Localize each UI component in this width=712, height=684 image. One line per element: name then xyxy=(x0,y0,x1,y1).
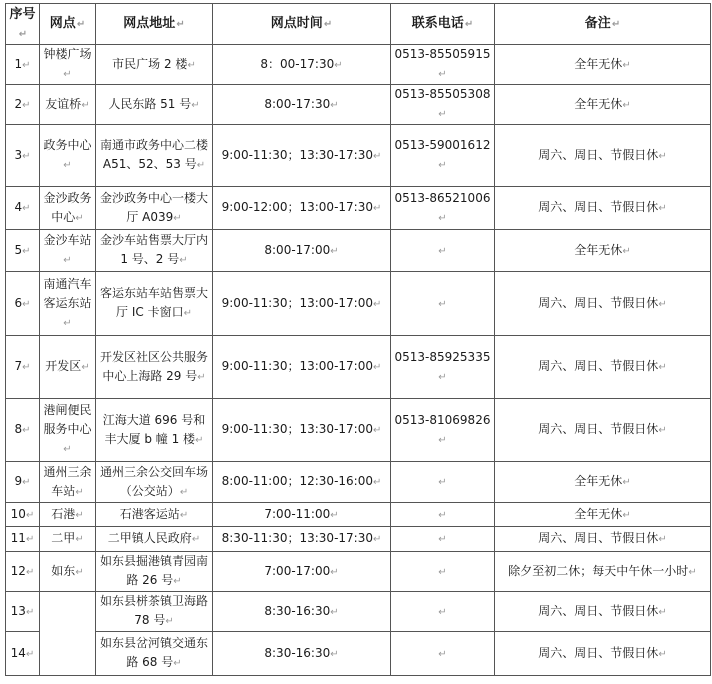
cell-note: 周六、周日、节假日休↵ xyxy=(495,272,711,336)
cell-outlet: 石港↵ xyxy=(40,503,96,527)
cell-hours: 7:00-17:00↵ xyxy=(213,552,391,592)
cell-seq: 10↵ xyxy=(6,503,40,527)
table-row xyxy=(6,272,711,336)
paragraph-mark: ↵ xyxy=(165,616,174,627)
cell-note: 全年无休↵ xyxy=(495,230,711,272)
paragraph-mark: ↵ xyxy=(22,59,31,71)
header-row xyxy=(6,4,711,45)
cell-seq: 2↵ xyxy=(6,85,40,125)
paragraph-mark: ↵ xyxy=(658,298,667,310)
paragraph-mark: ↵ xyxy=(438,371,447,383)
paragraph-mark: ↵ xyxy=(438,109,447,120)
paragraph-mark: ↵ xyxy=(658,203,667,214)
paragraph-mark: ↵ xyxy=(25,606,35,618)
cell-note: 周六、周日、节假日休↵ xyxy=(495,632,711,676)
cell-phone: 0513-85505915↵ xyxy=(391,45,495,85)
cell-phone xyxy=(391,552,495,592)
paragraph-mark: ↵ xyxy=(179,509,189,521)
paragraph-mark: ↵ xyxy=(75,509,84,521)
cell-note: 除夕至初二休；每天中午休一小时↵ xyxy=(495,552,711,592)
table-row xyxy=(6,552,711,592)
paragraph-mark: ↵ xyxy=(25,566,35,578)
cell-note: 全年无休↵ xyxy=(495,462,711,503)
cell-note: 全年无休↵ xyxy=(495,503,711,527)
paragraph-mark: ↵ xyxy=(191,534,201,545)
cell-seq: 6↵ xyxy=(6,272,40,336)
cell-outlet xyxy=(40,592,96,676)
paragraph-mark: ↵ xyxy=(195,434,204,446)
cell-address: 金沙车站售票大厅内 1 号、2 号↵ xyxy=(96,230,213,272)
paragraph-mark: ↵ xyxy=(330,245,339,257)
cell-seq: 11↵ xyxy=(6,527,40,552)
paragraph-mark: ↵ xyxy=(22,298,31,310)
header-address: 网点地址↵ xyxy=(96,4,213,45)
paragraph-mark: ↵ xyxy=(330,566,339,578)
paragraph-mark: ↵ xyxy=(372,362,382,373)
cell-hours: 9:00-11:30；13:30-17:00↵ xyxy=(213,399,391,462)
header-note: 备注↵ xyxy=(495,4,711,45)
cell-note: 全年无休↵ xyxy=(495,45,711,85)
cell-note: 周六、周日、节假日休↵ xyxy=(495,187,711,230)
paragraph-mark: ↵ xyxy=(81,362,90,373)
header-phone: 联系电话↵ xyxy=(391,4,495,45)
table-row xyxy=(6,187,711,230)
cell-note: 周六、周日、节假日休↵ xyxy=(495,336,711,399)
header-seq: 序号↵ xyxy=(6,4,40,45)
cell-hours: 9:00-12:00；13:00-17:30↵ xyxy=(213,187,391,230)
cell-outlet: 友谊桥↵ xyxy=(40,85,96,125)
cell-hours: 8:00-11:00；12:30-16:00↵ xyxy=(213,462,391,503)
cell-seq: 13↵ xyxy=(6,592,40,632)
paragraph-mark: ↵ xyxy=(438,160,447,171)
cell-phone xyxy=(391,527,495,552)
header-outlet: 网点↵ xyxy=(40,4,96,45)
paragraph-mark: ↵ xyxy=(63,255,72,266)
cell-address: 二甲镇人民政府↵ xyxy=(96,527,213,552)
cell-address: 客运东站车站售票大厅 IC 卡窗口↵ xyxy=(96,272,213,336)
paragraph-mark: ↵ xyxy=(173,212,182,224)
table-row xyxy=(6,125,711,187)
cell-address: 江海大道 696 号和丰大厦 b 幢 1 楼↵ xyxy=(96,399,213,462)
cell-phone xyxy=(391,592,495,632)
paragraph-mark: ↵ xyxy=(372,534,382,545)
cell-note: 周六、周日、节假日休↵ xyxy=(495,125,711,187)
paragraph-mark: ↵ xyxy=(22,425,31,436)
cell-seq: 8↵ xyxy=(6,399,40,462)
table-row xyxy=(6,45,711,85)
paragraph-mark: ↵ xyxy=(372,150,382,162)
paragraph-mark: ↵ xyxy=(25,509,35,521)
paragraph-mark: ↵ xyxy=(173,576,182,587)
paragraph-mark: ↵ xyxy=(197,371,206,383)
cell-hours: 8:30-16:30↵ xyxy=(213,592,391,632)
paragraph-mark: ↵ xyxy=(372,425,382,436)
paragraph-mark: ↵ xyxy=(81,99,90,111)
cell-phone: 0513-59001612↵ xyxy=(391,125,495,187)
cell-outlet: 钟楼广场↵ xyxy=(40,45,96,85)
paragraph-mark: ↵ xyxy=(25,648,35,660)
table-row xyxy=(6,85,711,125)
cell-hours: 7:00-11:00↵ xyxy=(213,503,391,527)
cell-seq: 3↵ xyxy=(6,125,40,187)
paragraph-mark: ↵ xyxy=(688,566,697,578)
cell-note: 全年无休↵ xyxy=(495,85,711,125)
table-row xyxy=(6,462,711,503)
cell-outlet: 如东↵ xyxy=(40,552,96,592)
cell-address: 南通市政务中心二楼 A51、52、53 号↵ xyxy=(96,125,213,187)
paragraph-mark: ↵ xyxy=(438,534,447,545)
cell-outlet: 通州三余车站↵ xyxy=(40,462,96,503)
paragraph-mark: ↵ xyxy=(334,59,343,71)
cell-phone: 0513-81069826↵ xyxy=(391,399,495,462)
paragraph-mark: ↵ xyxy=(75,212,84,224)
cell-hours: 9:00-11:30；13:00-17:00↵ xyxy=(213,272,391,336)
paragraph-mark: ↵ xyxy=(438,606,447,618)
table-row xyxy=(6,336,711,399)
cell-outlet: 政务中心↵ xyxy=(40,125,96,187)
cell-hours: 9:00-11:30；13:30-17:30↵ xyxy=(213,125,391,187)
paragraph-mark: ↵ xyxy=(438,509,447,521)
cell-seq: 12↵ xyxy=(6,552,40,592)
cell-address: 如东县岔河镇交通东路 68 号↵ xyxy=(96,632,213,676)
paragraph-mark: ↵ xyxy=(173,658,182,669)
paragraph-mark: ↵ xyxy=(63,160,72,171)
cell-address: 通州三余公交回车场（公交站）↵ xyxy=(96,462,213,503)
cell-address: 石港客运站↵ xyxy=(96,503,213,527)
table-row xyxy=(6,527,711,552)
cell-outlet: 金沙车站↵ xyxy=(40,230,96,272)
cell-seq: 1↵ xyxy=(6,45,40,85)
paragraph-mark: ↵ xyxy=(330,509,339,521)
cell-address: 金沙政务中心一楼大厅 A039↵ xyxy=(96,187,213,230)
cell-address: 如东县掘港镇青园南路 26 号↵ xyxy=(96,552,213,592)
paragraph-mark: ↵ xyxy=(622,509,631,521)
paragraph-mark: ↵ xyxy=(22,99,31,111)
cell-seq: 9↵ xyxy=(6,462,40,503)
table-body xyxy=(6,45,711,676)
paragraph-mark: ↵ xyxy=(438,477,447,488)
paragraph-mark: ↵ xyxy=(179,486,189,498)
paragraph-mark: ↵ xyxy=(658,606,667,618)
paragraph-mark: ↵ xyxy=(63,444,72,455)
paragraph-mark: ↵ xyxy=(372,203,382,214)
paragraph-mark: ↵ xyxy=(658,362,667,373)
table-row xyxy=(6,592,711,632)
paragraph-mark: ↵ xyxy=(183,308,192,319)
paragraph-mark: ↵ xyxy=(622,99,631,111)
cell-note: 周六、周日、节假日休↵ xyxy=(495,592,711,632)
cell-seq: 4↵ xyxy=(6,187,40,230)
cell-address: 市民广场 2 楼↵ xyxy=(96,45,213,85)
paragraph-mark: ↵ xyxy=(438,434,447,446)
cell-phone: 0513-85505308↵ xyxy=(391,85,495,125)
paragraph-mark: ↵ xyxy=(658,150,667,162)
paragraph-mark: ↵ xyxy=(622,59,631,71)
paragraph-mark: ↵ xyxy=(191,99,200,111)
cell-phone xyxy=(391,632,495,676)
paragraph-mark: ↵ xyxy=(75,486,84,498)
cell-phone xyxy=(391,462,495,503)
cell-hours: 8:30-11:30；13:30-17:30↵ xyxy=(213,527,391,552)
paragraph-mark: ↵ xyxy=(22,245,31,257)
paragraph-mark: ↵ xyxy=(372,298,382,310)
paragraph-mark: ↵ xyxy=(63,69,72,80)
cell-hours: 9:00-11:30；13:00-17:00↵ xyxy=(213,336,391,399)
paragraph-mark: ↵ xyxy=(438,69,447,80)
paragraph-mark: ↵ xyxy=(622,477,631,488)
paragraph-mark: ↵ xyxy=(63,317,72,329)
paragraph-mark: ↵ xyxy=(22,203,31,214)
cell-outlet: 金沙政务中心↵ xyxy=(40,187,96,230)
paragraph-mark: ↵ xyxy=(75,566,84,578)
paragraph-mark: ↵ xyxy=(658,425,667,436)
cell-phone xyxy=(391,230,495,272)
paragraph-mark: ↵ xyxy=(22,362,31,373)
cell-outlet: 开发区↵ xyxy=(40,336,96,399)
table-row xyxy=(6,399,711,462)
cell-outlet: 港闸便民服务中心↵ xyxy=(40,399,96,462)
table-row xyxy=(6,503,711,527)
cell-phone: 0513-86521006↵ xyxy=(391,187,495,230)
cell-address: 如东县栟茶镇卫海路 78 号↵ xyxy=(96,592,213,632)
paragraph-mark: ↵ xyxy=(438,245,447,257)
paragraph-mark: ↵ xyxy=(372,477,382,488)
cell-seq: 7↵ xyxy=(6,336,40,399)
paragraph-mark: ↵ xyxy=(75,534,84,545)
paragraph-mark: ↵ xyxy=(330,99,339,111)
cell-outlet: 二甲↵ xyxy=(40,527,96,552)
paragraph-mark: ↵ xyxy=(22,477,31,488)
paragraph-mark: ↵ xyxy=(22,150,31,162)
paragraph-mark: ↵ xyxy=(438,212,447,224)
cell-outlet: 南通汽车客运东站↵ xyxy=(40,272,96,336)
cell-address: 开发区社区公共服务中心上海路 29 号↵ xyxy=(96,336,213,399)
cell-hours: 8：00-17:30↵ xyxy=(213,45,391,85)
cell-phone: 0513-85925335↵ xyxy=(391,336,495,399)
cell-phone xyxy=(391,272,495,336)
cell-phone xyxy=(391,503,495,527)
cell-note: 周六、周日、节假日休↵ xyxy=(495,399,711,462)
paragraph-mark: ↵ xyxy=(25,534,35,545)
paragraph-mark: ↵ xyxy=(187,59,196,71)
paragraph-mark: ↵ xyxy=(330,606,339,618)
cell-note: 周六、周日、节假日休↵ xyxy=(495,527,711,552)
cell-seq: 14↵ xyxy=(6,632,40,676)
paragraph-mark: ↵ xyxy=(179,255,188,266)
table-row xyxy=(6,632,711,676)
paragraph-mark: ↵ xyxy=(438,566,447,578)
cell-hours: 8:00-17:30↵ xyxy=(213,85,391,125)
paragraph-mark: ↵ xyxy=(658,534,667,545)
cell-seq: 5↵ xyxy=(6,230,40,272)
table-row xyxy=(6,230,711,272)
service-outlets-table xyxy=(5,3,711,676)
cell-hours: 8:00-17:00↵ xyxy=(213,230,391,272)
paragraph-mark: ↵ xyxy=(438,648,447,660)
paragraph-mark: ↵ xyxy=(622,245,631,257)
cell-hours: 8:30-16:30↵ xyxy=(213,632,391,676)
paragraph-mark: ↵ xyxy=(438,298,447,310)
cell-address: 人民东路 51 号↵ xyxy=(96,85,213,125)
paragraph-mark: ↵ xyxy=(196,160,206,171)
paragraph-mark: ↵ xyxy=(658,648,667,660)
paragraph-mark: ↵ xyxy=(330,648,339,660)
header-hours: 网点时间↵ xyxy=(213,4,391,45)
